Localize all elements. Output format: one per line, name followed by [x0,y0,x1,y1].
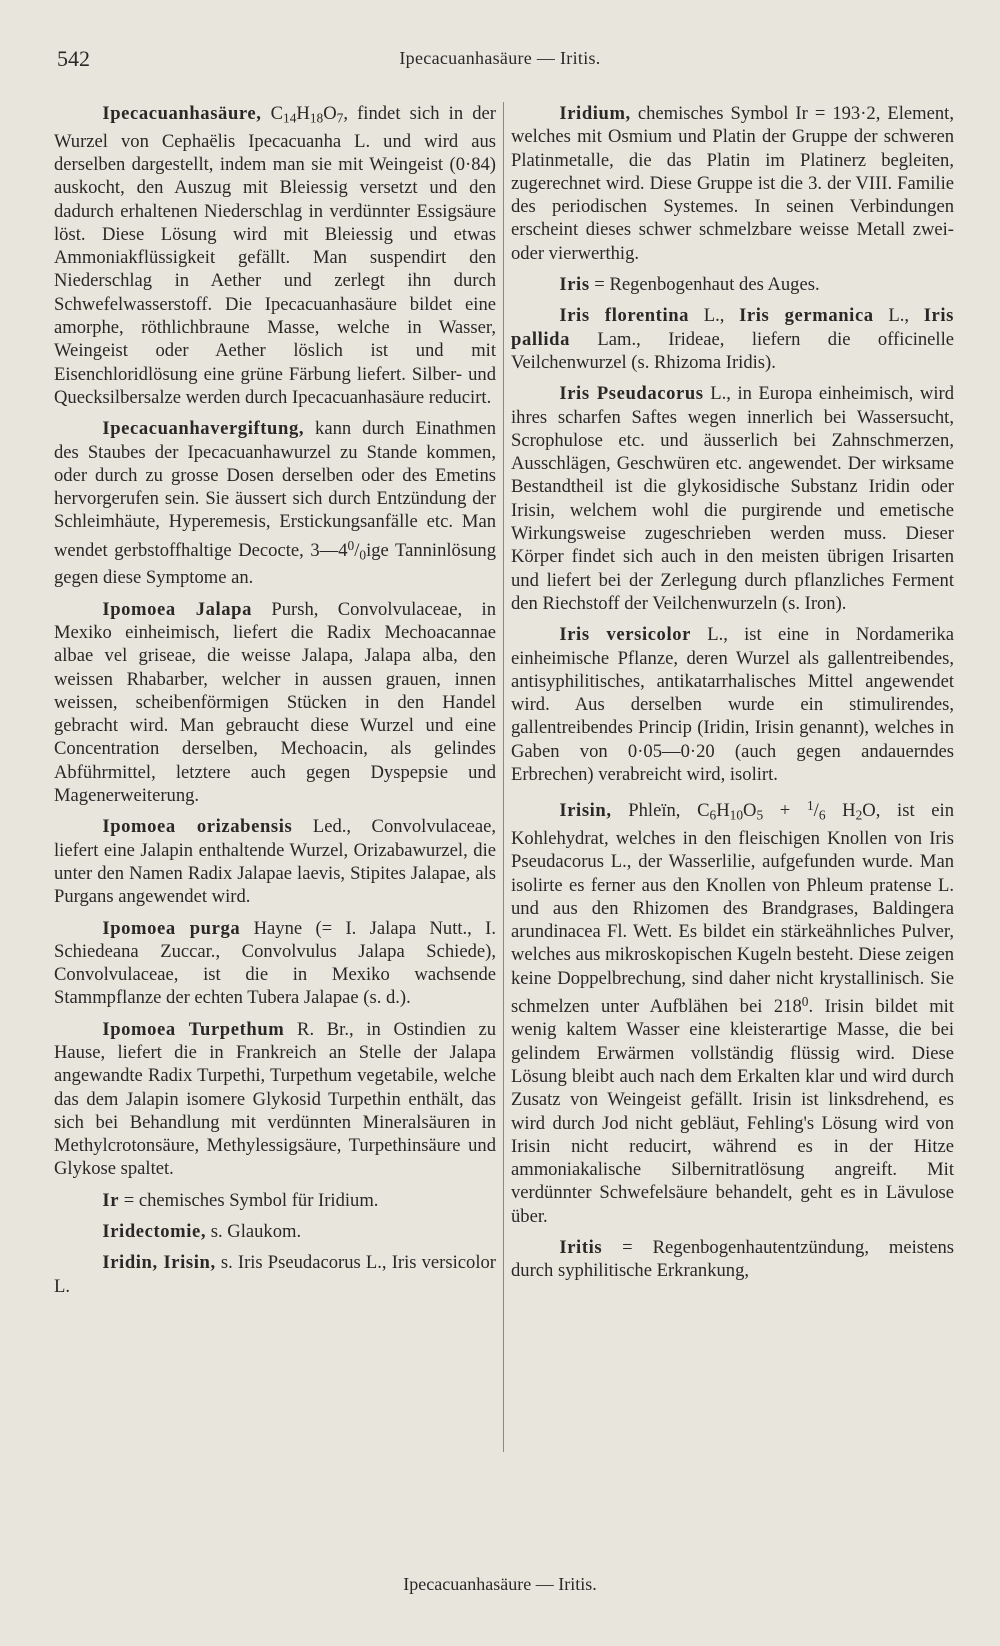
entry-irisin: Irisin, Phleïn, $C_6H_{10}O_5 + ^1/_6$ $H_2O$, ist ein Kohlehydrat, welches in den fleischigen Knollen von Iris Pseudacorus L., der Wasserlilie, aufgefunden wurde. Man isolirte es ferner aus den Knollen von Phleum pratense L. und aus den Rhizomen des Brandgrases, Baldingera arundinacea Fl. Wett. Es bildet ein stärkeähnliches Pulver, welches aus mikroskopischen Kugeln besteht. Diese zeigen keine Doppelbrechung, sind daher nicht krystallinisch. Sie schmelzen unter Aufblähen bei $218^0$. Irisin bildet mit wenig kaltem Wasser eine kleisterartige Masse, die bei gelindem Erwärmen vollständig flüssig wird. Diese Lösung bleibt auch nach dem Erkalten klar und wird durch Zusatz von Weingeist gefällt. Irisin ist linksdrehend, es wird durch Jod nicht gebläut, Fehling's Lösung wird von Irisin nicht reducirt, während es in der Hitze ammoniakalische Silbernitratlösung angreift. Mit verdünnter Schwefelsäure behandelt, geht es in Lävulose über. [511,798,955,1227]
headword: Iris pallida [511,305,954,350]
entry-text: = Regenbogenhaut des Auges. [589,274,820,296]
column-divider [503,102,504,1452]
entry-ipomoea-turpethum [54,1018,496,1181]
entry-text: R. Br., in Ostindien zu Hause, liefert die in Frankreich an Stelle der Jalapa angewandte Radix Turpethi, Turpethum vegetabile, welche das dem Jalapin isomere Glykosid Turpethin enthält, das sich bei Behandlung mit verdünnten Mineralsäuren in Methylcrotonsäure, Methylessigsäure, Turpethinsäure und Glykose spaltet. [54,1018,496,1180]
entry-text: = chemisches Symbol für Iridium. [119,1189,379,1211]
left-column [54,102,496,1306]
entry-text: kann durch Einathmen des Staubes der Ipecacuanhawurzel zu Stande kommen, oder durch zu grosse Dosen derselben oder des Emetins hervorgerufen sein. Sie äussert sich durch Entzündung der Schleimhäute, Hyperemesis, Erstickungsanfälle etc. Man wendet gerbstoffhaltige Decocte, 3—4 [54,418,496,561]
headword: Ipomoea Jalapa [102,598,253,620]
entry-iris-pseudacorus [511,382,954,615]
formula: $C_{14}H_{18}O_7$ [270,103,344,126]
entry-iritis [511,1236,954,1283]
headword: Iridin, Irisin, [102,1252,216,1274]
entry-ir [54,1189,496,1212]
headword: Iris versicolor [559,624,691,646]
entry-text: s. Iris Pseudacorus L., Iris versicolor L. [54,1252,496,1297]
entry-text: , findet sich in der Wurzel von Cephaëlis Ipecacuanha L. und wird aus derselben dargestellt, indem man sie mit Weingeist (0·84) auskocht, den Auszug mit Bleiessig versetzt und den dadurch erhaltenen Niederschlag in verdünnter Essigsäure löst. Diese Lösung wird mit Bleiessig und etwas Ammoniakflüssigkeit gefällt. Man suspendirt den Niederschlag in Aether und zerlegt ihn durch Schwefelwasserstoff. Die Ipecacuanhasäure bildet eine amorphe, röthlichbraune Masse, welche in Wasser, Weingeist oder Aether löslich ist und mit Eisenchloridlösung eine grüne Färbung liefert. Silber- und Quecksilbersalze werden durch Ipecacuanhasäure reducirt. [54,103,496,408]
headword: Iris Pseudacorus [559,383,704,405]
entry-text: Hayne (= I. Jalapa Nutt., I. Schiedeana Zuccar., Convolvulus Jalapa Schiede), Convolvulaceae, ist die in Mexiko wachsende Stammpflanze der echten Tubera Jalapae (s. d.). [54,917,497,1009]
headword: Iridectomie, [102,1221,207,1243]
formula: $C_6H_{10}O_5 + ^1/_6$ $H_2O$ [697,798,876,823]
entry-iris-versicolor [511,623,954,786]
entry-text: L., ist eine in Nordamerika einheimische Pflanze, deren Wurzel als gallentreibendes, antisyphilitisches, antikatarrhalisches Mittel angewendet wird. Aus derselben wurde ein stimulirendes, gallentreibendes Princip (Iridin, Irisin genannt), welches in Gaben von 0·05—0·20 (auch gegen andauerndes Erbrechen) verabreicht wird, isolirt. [511,624,954,786]
headword: Iritis [559,1237,603,1259]
headword: Ipomoea Turpethum [102,1018,285,1040]
entry-iridin-irisin [54,1251,496,1298]
page-number: 542 [57,46,90,71]
headword: Iridium, [559,103,631,124]
entry-ipomoea-orizabensis [54,815,496,908]
entry-ipomoea-purga [54,917,496,1010]
entry-text: , ist ein Kohlehydrat, welches in den fleischigen Knollen von Iris Pseudacorus L., der Wasserlilie, aufgefunden wurde. Man isolirte es ferner aus den Knollen von Phleum pratense L. und aus den Rhizomen des Brandgrases, Baldingera arundinacea Fl. Wett. Es bildet ein stärkeähnliches Pulver, welches aus mikroskopischen Kugeln besteht. Diese zeigen keine Doppelbrechung, sind daher nicht krystallinisch. Sie schmelzen unter Aufblähen bei 218 [511,800,954,1018]
headword: Ir [102,1189,120,1211]
entry-iridium [511,102,954,265]
headword: Iris [559,274,590,296]
headword: Iris florentina [559,305,690,327]
entry-iris [511,273,954,296]
entry-text: chemisches Symbol Ir = 193·2, Element, welches mit Osmium und Platin der Gruppe der schweren Platinmetalle, die das Platin im Platinerz begleiten, zugerechnet wird. Diese Gruppe ist die 3. der VIII. Familie des periodischen Systemes. In seinen Verbindungen erscheint dieses schwer schmelzbare weisse Metall zwei- oder vierwerthig. [511,103,954,264]
entry-iridectomie [54,1220,496,1243]
entry-text: L., in Europa einheimisch, wird ihres scharfen Saftes wegen innerlich bei Wassersucht, Scrophulose etc. und äusserlich bei Zahnschmerzen, Ausschlägen, Geschwüren etc. angewendet. Der wirksame Bestandtheil ist die glykosidische Substanz Iridin oder Irisin, welchem wohl die purgirende und emetische Wirkungsweise zugeschrieben werden muss. Dieser Körper findet sich auch in den meisten übrigen Irisarten und liefert bei der Zerlegung durch pflanzliches Ferment den Riechstoff der Veilchenwurzeln (s. Iron). [511,383,954,614]
right-column [511,102,954,1291]
running-title: Ipecacuanhasäure — Iritis. [399,48,601,68]
headword: Ipomoea orizabensis [102,816,293,838]
entry-iris-florentina: Iris florentina L., Iris germanica L., Iris pallida Lam., Irideae, liefern die officinelle Veilchenwurzel (s. Rhizoma Iridis). [511,305,954,373]
headword: Ipecacuanhavergiftung, [102,418,305,440]
headword: Ipomoea purga [102,917,241,939]
entry-text: s. Glaukom. [206,1221,302,1243]
entry-ipecacuanhavergiftung: Ipecacuanhavergiftung, kann durch Einathmen des Staubes der Ipecacuanhawurzel zu Stande kommen, oder durch zu grosse Dosen derselben oder des Emetins hervorgerufen sein. Sie äussert sich durch Entzündung der Schleimhäute, Hyperemesis, Erstickungsanfälle etc. Man wendet gerbstoffhaltige Decocte, $3—4^0/_0ige$ Tanninlösung gegen diese Symptome an. [54,418,496,589]
entry-text: Lam., Irideae, liefern die officinelle Veilchenwurzel (s. Rhizoma Iridis). [511,328,954,373]
headword: Ipecacuanhasäure, [102,103,262,124]
headword: Irisin, [559,800,612,822]
footer-running-title: Ipecacuanhasäure — Iritis. [403,1574,597,1594]
entry-text: = Regenbogenhautentzündung, meistens durch syphilitische Erkrankung, [511,1237,954,1282]
entry-text: Pursh, Convolvulaceae, in Mexiko einheimisch, liefert die Radix Mechoacannae albae vel griseae, die weisse Jalapa, Jalapa alba, den weissen Rhabarber, welcher in aussen grauen, innen weissen, scheibenförmigen Stücken in den Handel gebracht wird. Man gebraucht diese Wurzel und eine Concentration derselben, Mechoacin, als gelindes Abführmittel, letztere auch gegen Dyspepsie und Magenerweiterung. [54,598,496,807]
entry-text: Led., Convolvulaceae, liefert eine Jalapin enthaltende Wurzel, Orizabawurzel, die unter den Namen Radix Jalapae laevis, Stipites Jalapae, als Purgans angewendet wird. [54,816,496,908]
headword: Iris germanica [739,305,874,327]
entry-ipomoea-jalapa [54,598,496,808]
entry-ipecacuanhasaeure [54,102,496,409]
